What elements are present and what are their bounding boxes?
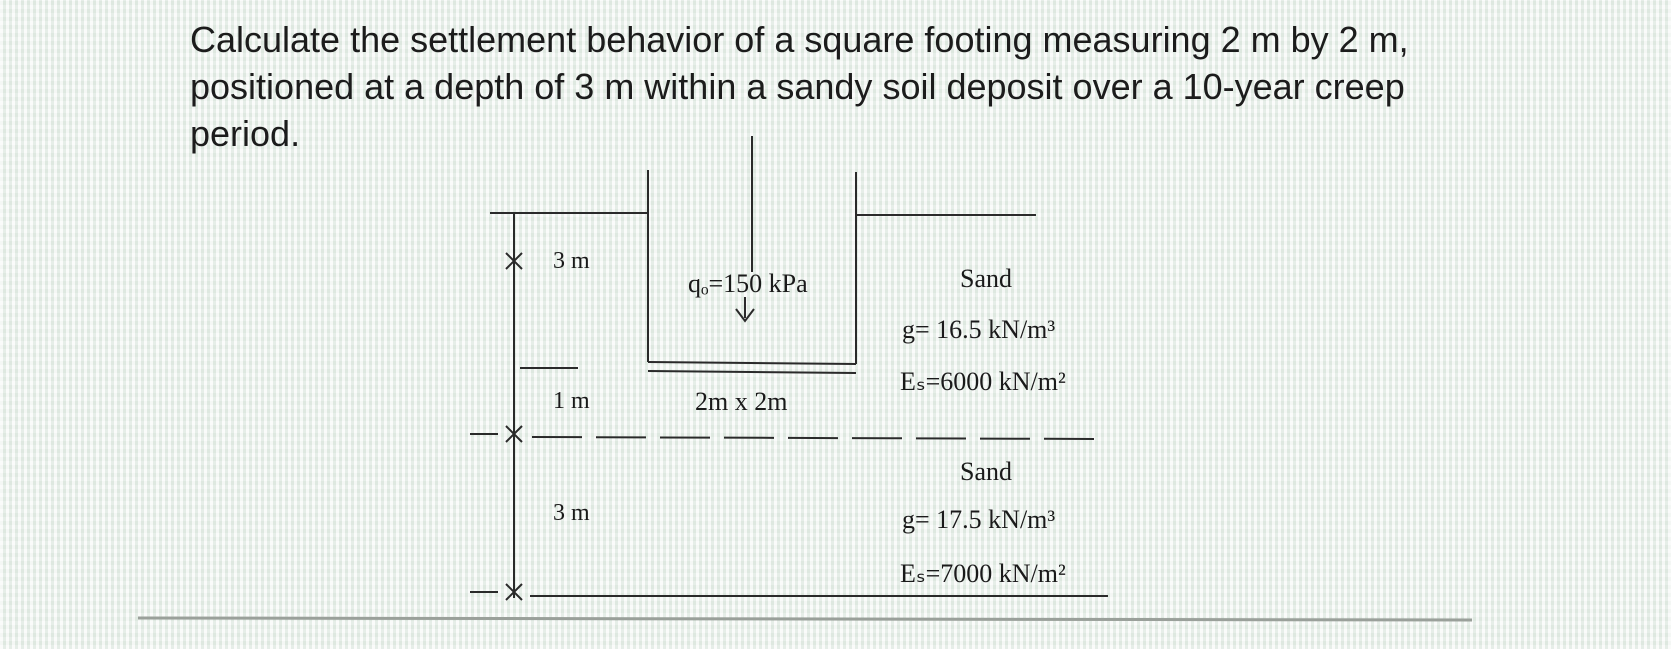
layer2-modulus: Eₛ=7000 kN/m² — [900, 559, 1066, 588]
footing-size-label: 2m x 2m — [695, 387, 788, 416]
dim-label-1m: 1 m — [553, 388, 590, 414]
question-text: Calculate the settlement behavior of a square footing measuring 2 m by 2 m, positioned at a depth of 3 m within a sandy soil deposit over a 10-year creep period. — [190, 19, 1409, 154]
layer1-name: Sand — [960, 264, 1012, 293]
layer2-unit-weight: g= 17.5 kN/m³ — [902, 505, 1056, 534]
layer-boundary-dashed — [532, 437, 1102, 439]
layer1-unit-weight: g= 16.5 kN/m³ — [902, 315, 1056, 344]
footing-top — [648, 362, 856, 364]
footing-bottom — [648, 371, 856, 373]
dim-label-3m-top: 3 m — [553, 248, 590, 274]
page-rule — [138, 618, 1472, 620]
dim-label-3m-bottom: 3 m — [553, 500, 590, 526]
load-label: qₒ=150 kPa — [688, 269, 808, 298]
layer2-name: Sand — [960, 457, 1012, 486]
load-arrow-icon — [736, 297, 754, 321]
layer1-modulus: Eₛ=6000 kN/m² — [900, 367, 1066, 396]
